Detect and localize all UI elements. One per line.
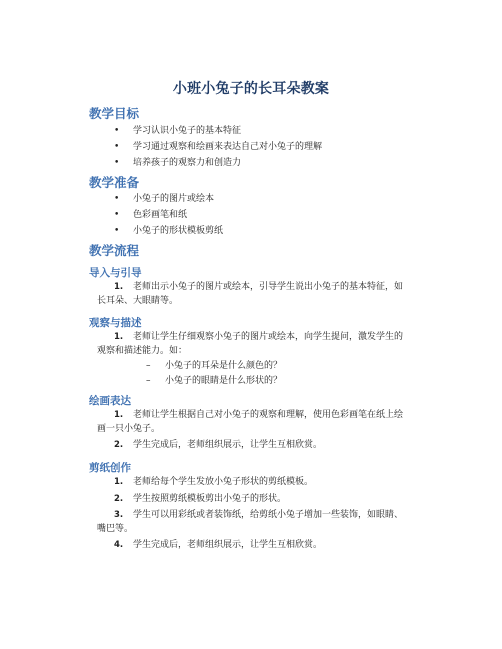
paragraph-line: 嘴巴等。 — [97, 524, 134, 534]
paragraph-line: 长耳朵、大眼睛等。 — [97, 296, 179, 306]
item-number: 2. — [114, 494, 124, 504]
section-heading-preparation: 教学准备 — [89, 175, 140, 190]
dash-icon: – — [146, 361, 151, 371]
paragraph-line: 观察和描述能力。如： — [97, 346, 188, 356]
item-number: 1. — [114, 282, 124, 292]
paragraph-line: 学生可以用彩纸或者装饰纸，给剪纸小兔子增加一些装饰，如眼睛、 — [133, 510, 404, 520]
item-number: 1. — [114, 332, 124, 342]
bullet-icon: • — [114, 226, 120, 236]
item-number: 1. — [114, 477, 124, 487]
paragraph-line: 画一只小兔子。 — [97, 424, 161, 434]
paragraph-line: 老师出示小兔子的图片或绘本，引导学生说出小兔子的基本特征，如 — [133, 282, 404, 292]
list-item-text: 学习通过观察和绘画来表达自己对小兔子的理解 — [133, 142, 323, 152]
section-heading-objectives: 教学目标 — [89, 106, 140, 121]
subsection-heading-observe: 观察与描述 — [89, 317, 142, 329]
item-number: 3. — [114, 510, 124, 520]
paragraph-line: 老师给每个学生发放小兔子形状的剪纸模板。 — [133, 477, 314, 487]
section-heading-process: 教学流程 — [89, 243, 140, 258]
bullet-icon: • — [114, 158, 120, 168]
bullet-icon: • — [114, 142, 120, 152]
list-item-text: 小兔子的形状模板剪纸 — [133, 226, 224, 236]
paragraph-line: 老师让学生根据自己对小兔子的观察和理解，使用色彩画笔在纸上绘 — [133, 410, 404, 420]
sub-list-item-text: 小兔子的耳朵是什么颜色的？ — [165, 361, 283, 371]
subsection-heading-cut: 剪纸创作 — [89, 462, 131, 474]
paragraph-line: 老师让学生仔细观察小兔子的图片或绘本，向学生提问，激发学生的 — [133, 332, 404, 342]
dash-icon: – — [146, 376, 151, 386]
item-number: 4. — [114, 540, 124, 550]
subsection-heading-intro: 导入与引导 — [89, 267, 142, 279]
item-number: 1. — [114, 410, 124, 420]
list-item-text: 培养孩子的观察力和创造力 — [133, 158, 242, 168]
item-number: 2. — [114, 440, 124, 450]
document-title: 小班小兔子的长耳朵教案 — [172, 81, 330, 97]
paragraph-line: 学生完成后，老师组织展示，让学生互相欣赏。 — [133, 440, 323, 450]
list-item-text: 色彩画笔和纸 — [133, 210, 188, 220]
list-item-text: 学习认识小兔子的基本特征 — [133, 126, 242, 136]
paragraph-line: 学生完成后，老师组织展示，让学生互相欣赏。 — [133, 540, 323, 550]
list-item-text: 小兔子的图片或绘本 — [133, 194, 215, 204]
bullet-icon: • — [114, 210, 120, 220]
bullet-icon: • — [114, 126, 120, 136]
paragraph-line: 学生按照剪纸模板剪出小兔子的形状。 — [133, 494, 287, 504]
bullet-icon: • — [114, 194, 120, 204]
sub-list-item-text: 小兔子的眼睛是什么形状的？ — [165, 376, 283, 386]
subsection-heading-draw: 绘画表达 — [89, 395, 131, 407]
